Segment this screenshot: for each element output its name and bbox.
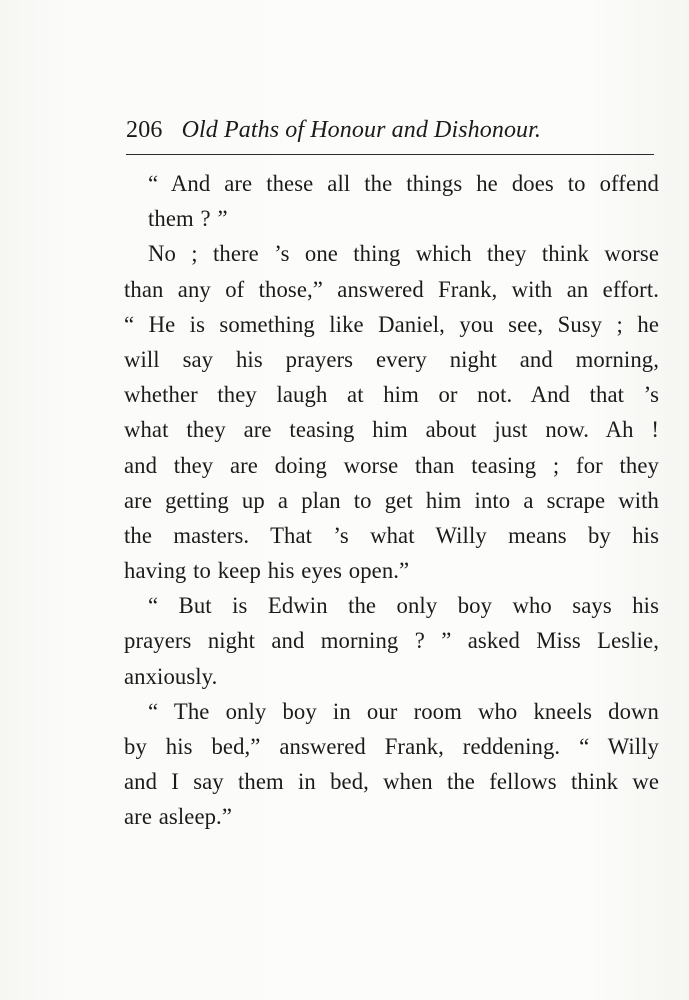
paragraph [124,694,659,835]
header-rule [126,154,654,155]
text-line: are getting up a plan to get him into a scrape with [124,487,659,513]
text-line: “ He is something like Daniel, you see, Susy ; he [124,311,659,337]
body-text [124,166,659,835]
text-line: “ The only boy in our room who kneels down [148,698,659,724]
text-line: by his bed,” answered Frank, reddening. “ Willy [124,734,659,759]
text-line: them ? ” [148,206,228,232]
text-line: “ And are these all the things he does to offend [148,171,659,196]
paragraph [124,166,659,236]
paragraph [124,588,659,694]
text-line: what they are teasing him about just now. Ah ! [124,417,659,443]
page-number: 206 [126,117,163,143]
text-line: will say his prayers every night and morning, [124,346,659,372]
text-line: than any of those,” answered Frank, with an effort. [124,276,659,302]
text-line: anxiously. [124,663,218,689]
paragraph [124,236,659,588]
text-line: No ; there ’s one thing which they think worse [148,241,659,267]
text-line: “ But is Edwin the only boy who says his [148,593,659,619]
running-title: Old Paths of Honour and Dishonour. [181,117,542,143]
text-line: are asleep.” [124,804,232,830]
text-line: and they are doing worse than teasing ; for they [124,452,659,478]
text-line: having to keep his eyes open.” [124,558,410,584]
text-line: and I say them in bed, when the fellows think we [124,769,659,795]
page-header [126,112,656,148]
text-line: prayers night and morning ? ” asked Miss Leslie, [124,628,659,654]
text-line: the masters. That ’s what Willy means by his [124,522,659,548]
text-line: whether they laugh at him or not. And that ’s [124,382,659,408]
